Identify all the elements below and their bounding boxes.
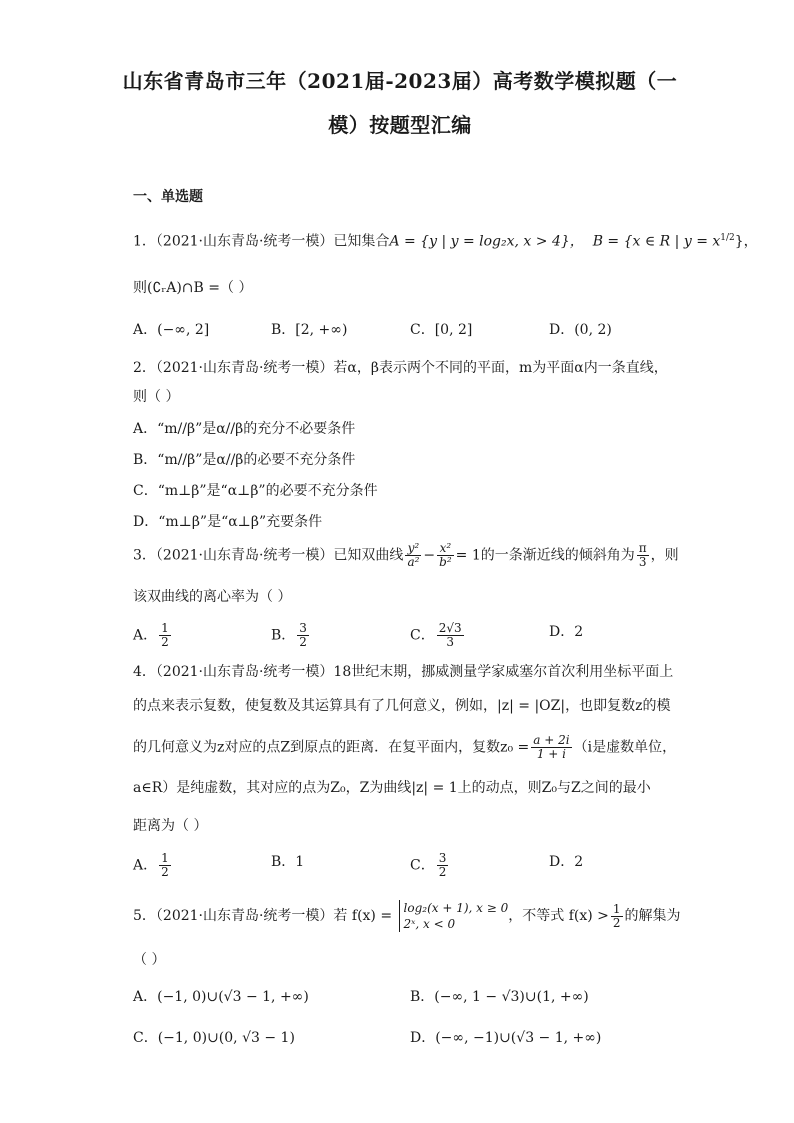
question-3-option-b-label: B． [271, 627, 296, 644]
question-4-option-c-label: C． [410, 857, 435, 874]
question-5-case-1: log₂(x + 1), x ≥ 0 [403, 901, 509, 915]
question-3-fraction-1-numerator: y² [405, 542, 421, 556]
question-3-option-b-denominator: 2 [299, 635, 307, 649]
question-5-line-1 [133, 900, 681, 932]
question-5-option-d: D．(−∞, −1)∪(√3 − 1, +∞) [410, 1030, 602, 1046]
question-5-case-2: 2ˣ, x < 0 [403, 917, 456, 931]
question-4-option-d: D．2 [549, 854, 584, 870]
question-3-option-a [133, 622, 173, 649]
question-2-option-a: A．“m//β”是α//β的充分不必要条件 [133, 421, 356, 437]
question-1-set-a: A = {y | y = log₂x, x > 4}， [389, 233, 584, 250]
question-3-fraction-pi-3 [637, 542, 649, 569]
question-3-option-b-numerator: 3 [299, 621, 307, 635]
question-5-fraction-denominator: 2 [612, 915, 621, 930]
question-3-stem-end: ，则 [650, 547, 679, 564]
question-4-option-b: B．1 [271, 854, 305, 870]
section-heading: 一、单选题 [133, 189, 203, 205]
question-3-option-b-fraction [297, 622, 309, 649]
question-3-option-b [271, 622, 311, 649]
question-4-option-a-denominator: 2 [161, 865, 169, 879]
page-title-line-2: 模）按题型汇编 [328, 113, 472, 137]
question-4-line-3 [133, 734, 676, 761]
question-5-fraction-half [611, 903, 623, 930]
question-3-equation-rest: = 1的一条渐近线的倾斜角为 [455, 547, 635, 564]
question-2-option-c: C．“m⊥β”是“α⊥β”的必要不充分条件 [133, 483, 378, 499]
question-4-line-1: 4．（2021·山东青岛·统考一模）18世纪末期，挪威测量学家威塞尔首次利用坐标平面上 [133, 664, 674, 680]
question-3-option-d: D．2 [549, 624, 584, 640]
page-title-line-1: 山东省青岛市三年（2021届-2023届）高考数学模拟题（一 [122, 69, 678, 93]
question-1-stem: 1．（2021·山东青岛·统考一模）已知集合 [133, 233, 390, 250]
question-3-option-c-denominator: 3 [446, 635, 454, 649]
question-4-option-a-fraction [159, 852, 171, 879]
question-1-option-d: D．(0, 2) [549, 322, 612, 338]
question-4-line-5: 距离为（ ） [133, 818, 208, 834]
question-5-stem-end: 的解集为 [624, 908, 681, 924]
question-4-option-c-numerator: 3 [438, 851, 447, 865]
question-4-option-c [410, 852, 450, 879]
question-2-line-2: 则（ ） [133, 389, 180, 405]
question-4-option-a [133, 852, 173, 879]
question-2-option-b: B．“m//β”是α//β的必要不充分条件 [133, 452, 356, 468]
question-1-option-a: A．(−∞, 2] [133, 322, 210, 338]
question-3-fraction-2-numerator: x² [437, 542, 454, 556]
question-1-line-2: 则(∁ᵣA)∩B =（ ） [133, 280, 253, 296]
question-4-fraction-numerator: a + 2i [533, 733, 570, 747]
question-3-fraction-1-denominator: a² [407, 555, 420, 569]
question-3-option-c-label: C． [410, 627, 435, 644]
question-4-fraction-denominator: 1 + i [536, 747, 567, 761]
question-4-line-4: a∈R）是纯虚数，其对应的点为Z₀，Z为曲线|z| = 1上的动点，则Z₀与Z之间的最小 [133, 780, 651, 796]
question-3-option-a-fraction [159, 622, 171, 649]
question-3-option-c-fraction [437, 622, 464, 649]
question-1-set-b-end: }， [734, 233, 758, 250]
question-4-fraction-z0 [531, 734, 571, 761]
question-3-fraction-y2-a2 [405, 542, 421, 569]
question-4-line-3-text: 的几何意义为z对应的点Z到原点的距离．在复平面内，复数z₀ = [133, 739, 530, 756]
question-3-option-a-label: A． [133, 627, 158, 644]
question-4-line-3-end: （i是虚数单位， [573, 739, 677, 756]
question-4-option-c-denominator: 2 [438, 865, 447, 879]
question-3-line-1 [133, 542, 679, 569]
question-3-fraction-3-numerator: π [638, 541, 647, 555]
question-3-minus: − [423, 547, 436, 564]
question-4-option-a-numerator: 1 [161, 851, 169, 865]
question-1-option-c: C．[0, 2] [410, 322, 473, 338]
question-1-option-b: B．[2, +∞) [271, 322, 348, 338]
question-4-line-2: 的点来表示复数，使复数及其运算具有了几何意义，例如，|z| = |OZ|，也即复数z的模 [133, 698, 671, 714]
question-5-option-b: B．(−∞, 1 − √3)∪(1, +∞) [410, 989, 589, 1005]
question-5-option-a: A．(−1, 0)∪(√3 − 1, +∞) [133, 989, 309, 1005]
question-5-fraction-numerator: 1 [612, 901, 621, 916]
question-4-option-c-fraction [437, 852, 449, 879]
question-3-line-2: 该双曲线的离心率为（ ） [133, 589, 292, 605]
question-2-option-d: D．“m⊥β”是“α⊥β”充要条件 [133, 514, 323, 530]
question-5-line-2: （ ） [133, 952, 166, 968]
question-2-line-1: 2．（2021·山东青岛·统考一模）若α，β表示两个不同的平面，m为平面α内一条直线， [133, 360, 668, 376]
question-1-set-b-exponent: 1/2 [720, 233, 735, 243]
question-3-option-a-numerator: 1 [161, 621, 169, 635]
question-3-fraction-3-denominator: 3 [638, 555, 647, 569]
question-5-piecewise [399, 900, 509, 932]
question-3-option-a-denominator: 2 [161, 635, 169, 649]
question-3-stem: 3．（2021·山东青岛·统考一模）已知双曲线 [133, 547, 404, 564]
question-5-stem: 5．（2021·山东青岛·统考一模）若 f(x) = [133, 908, 393, 924]
question-5-stem-mid: ，不等式 f(x) > [508, 908, 609, 924]
question-3-fraction-2-denominator: b² [439, 555, 452, 569]
question-3-option-c [410, 622, 466, 649]
question-3-option-c-numerator: 2√3 [438, 621, 462, 635]
question-5-option-c: C．(−1, 0)∪(0, √3 − 1) [133, 1030, 295, 1046]
question-1-line-1 [133, 228, 758, 252]
question-3-fraction-x2-b2 [437, 542, 454, 569]
question-4-option-a-label: A． [133, 857, 158, 874]
question-1-set-b: B = {x ∈ R | y = x [592, 233, 721, 250]
